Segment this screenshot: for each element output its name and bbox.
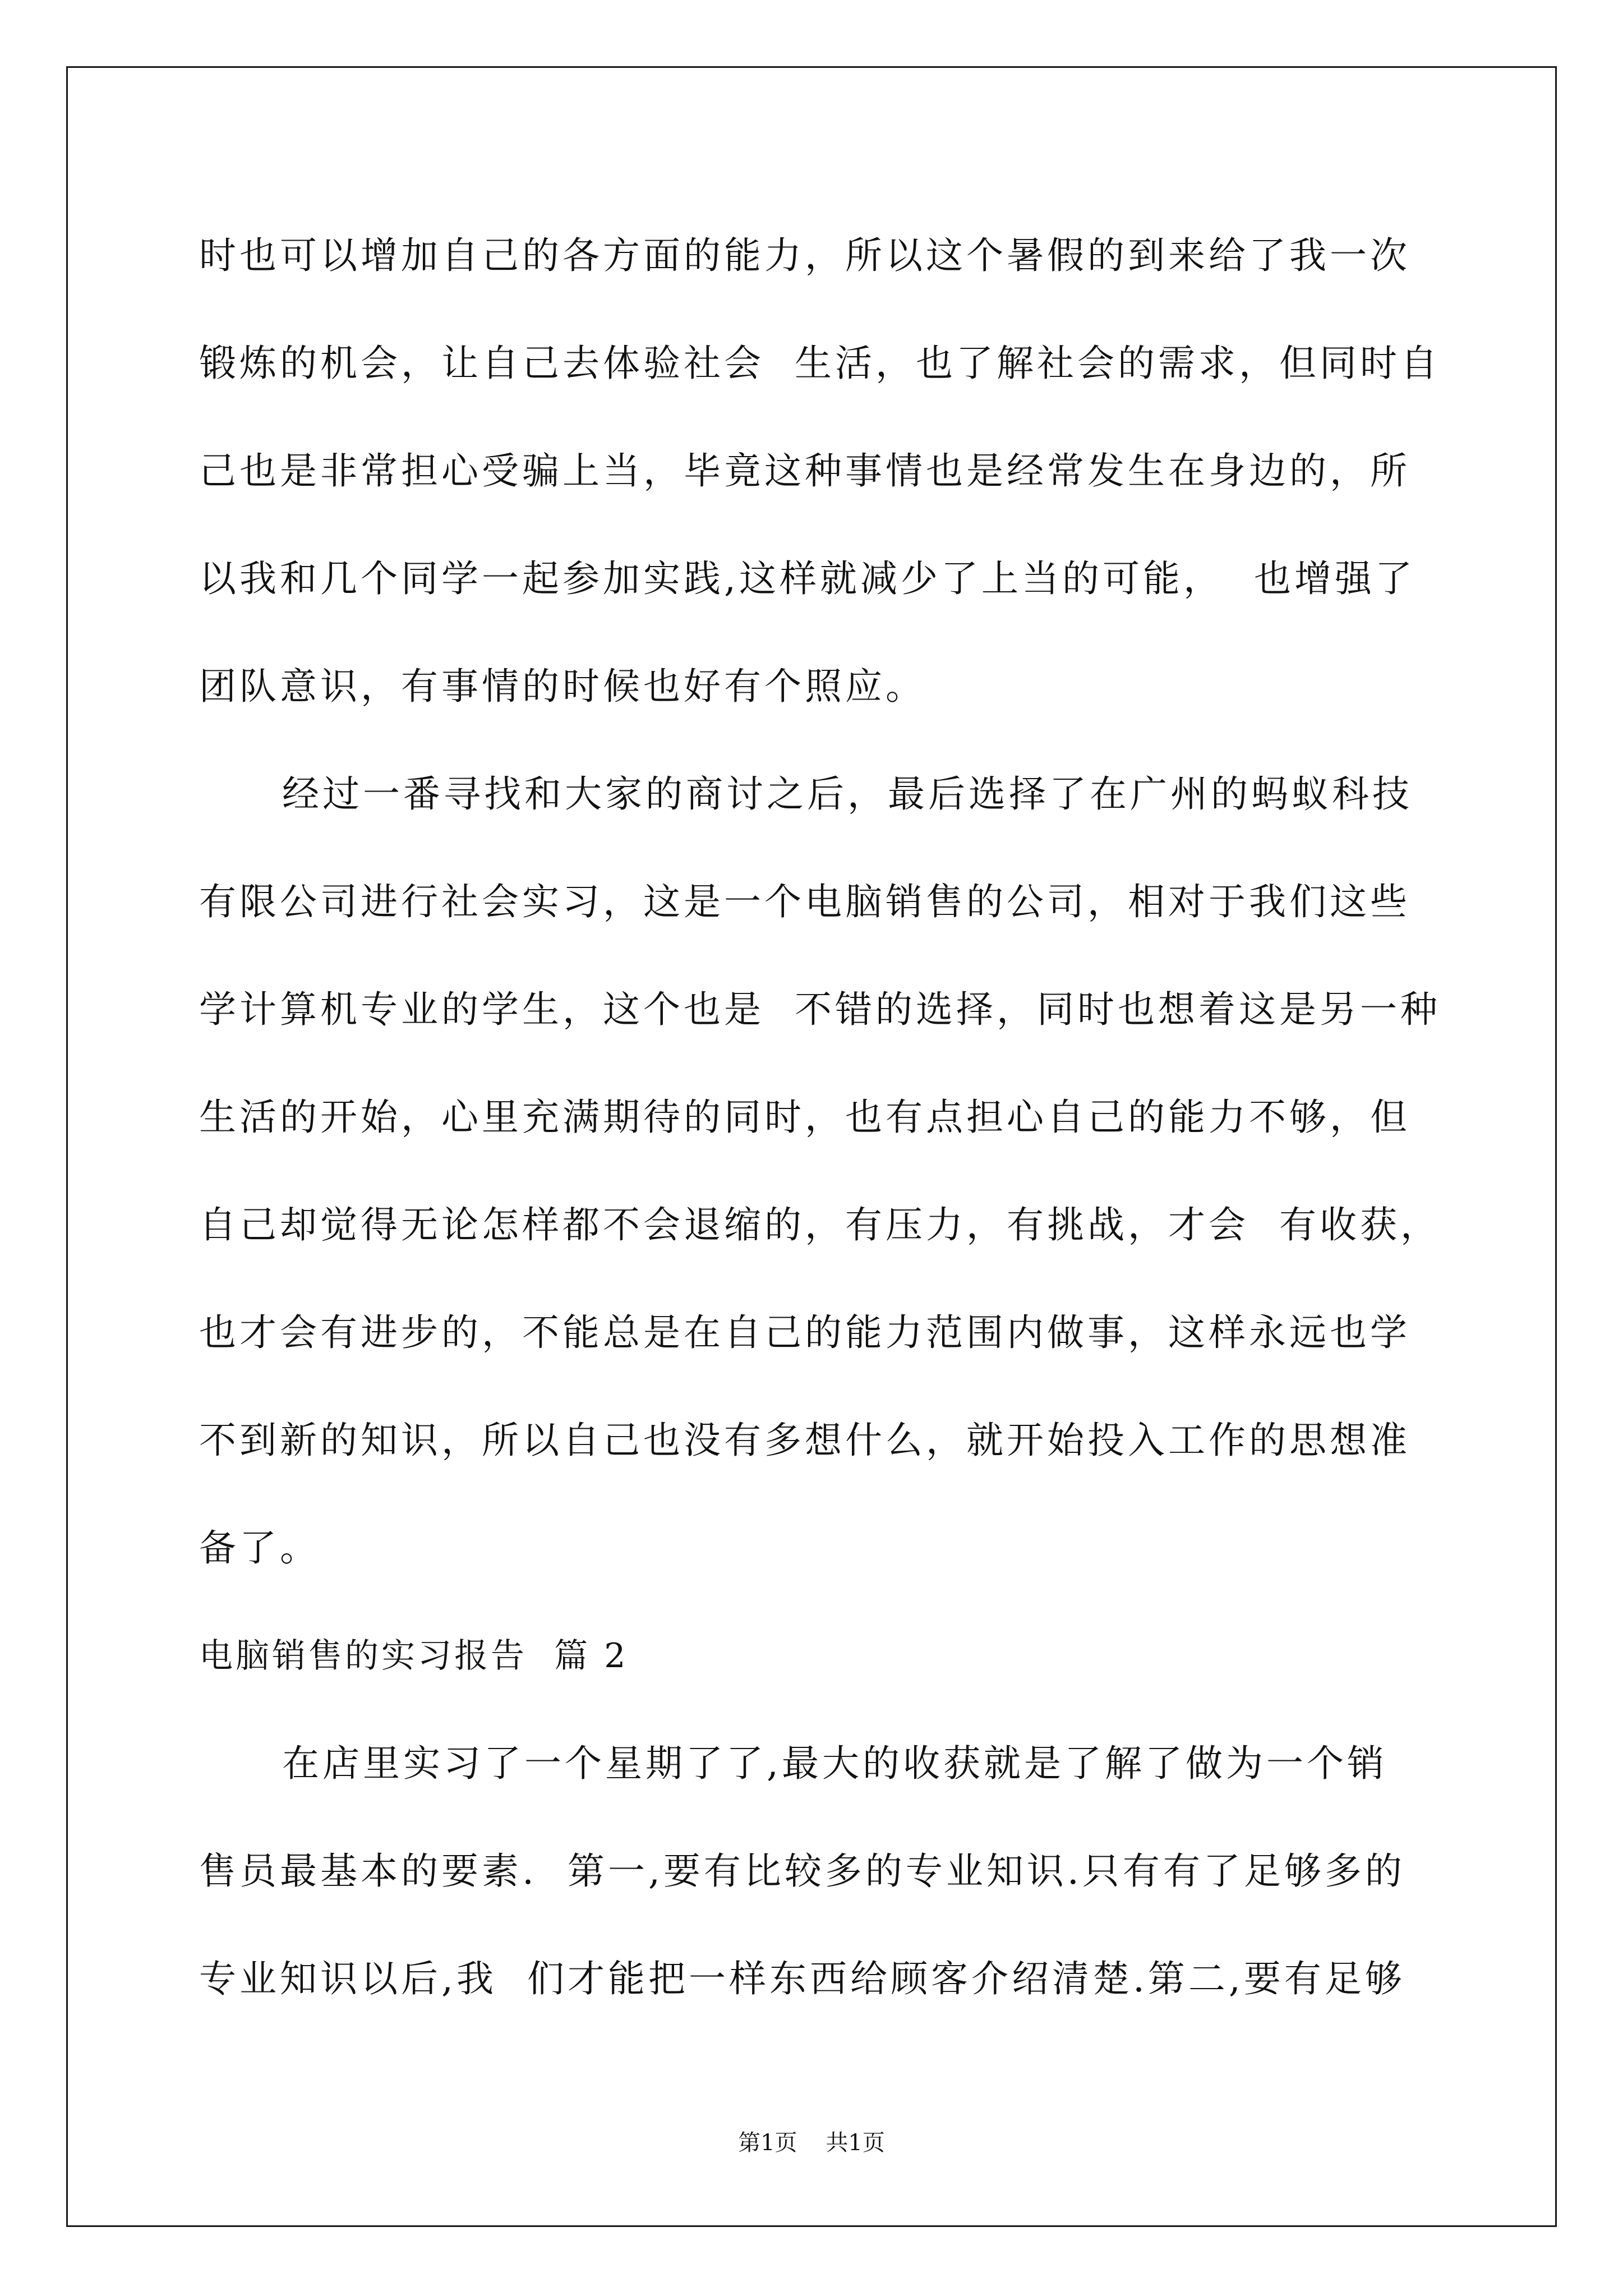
text-line: 不到新的知识，所以自己也没有多想什么，就开始投入工作的思想准: [199, 1419, 1410, 1462]
text-line: 也才会有进步的，不能总是在自己的能力范围内做事，这样永远也学: [199, 1311, 1410, 1354]
document-body: [199, 202, 1441, 2033]
text-line: 专业知识以后,我 们才能把一样东西给顾客介绍清楚.第二,要有足够: [199, 1957, 1405, 2000]
text-line: 以我和几个同学一起参加实践,这样就减少了上当的可能， 也增强了: [199, 557, 1415, 600]
text-line: 锻炼的机会，让自己去体验社会 生活，也了解社会的需求，但同时自: [199, 342, 1441, 385]
text-line: 经过一番寻找和大家的商讨之后，最后选择了在广州的蚂蚁科技: [282, 772, 1413, 816]
text-line: 备了。: [199, 1526, 320, 1570]
text-line: 生活的开始，心里充满期待的同时，也有点担心自己的能力不够，但: [199, 1096, 1410, 1139]
text-line: 团队意识，有事情的时候也好有个照应。: [199, 665, 926, 708]
paragraph-2: [199, 740, 1441, 1602]
text-line: 时也可以增加自己的各方面的能力，所以这个暑假的到来给了我一次: [199, 234, 1410, 277]
page-number-footer: 第1页 共1页: [738, 2130, 885, 2156]
text-line: 在店里实习了一个星期了了,最大的收获就是了解了做为一个销: [282, 1742, 1387, 1785]
paragraph-1: [199, 202, 1441, 740]
text-line: 学计算机专业的学生，这个也是 不错的选择，同时也想着这是另一种: [199, 988, 1441, 1031]
text-line: 己也是非常担心受骗上当，毕竟这种事情也是经常发生在身边的，所: [199, 449, 1410, 493]
text-line: 有限公司进行社会实习，这是一个电脑销售的公司，相对于我们这些: [199, 880, 1410, 923]
text-line: 自己却觉得无论怎样都不会退缩的，有压力，有挑战，才会 有收获，: [199, 1203, 1441, 1246]
section-heading: 电脑销售的实习报告 篇 2: [199, 1636, 629, 1676]
paragraph-3: [199, 1710, 1433, 2033]
text-line: 售员最基本的要素. 第一,要有比较多的专业知识.只有有了足够多的: [199, 1849, 1405, 1893]
